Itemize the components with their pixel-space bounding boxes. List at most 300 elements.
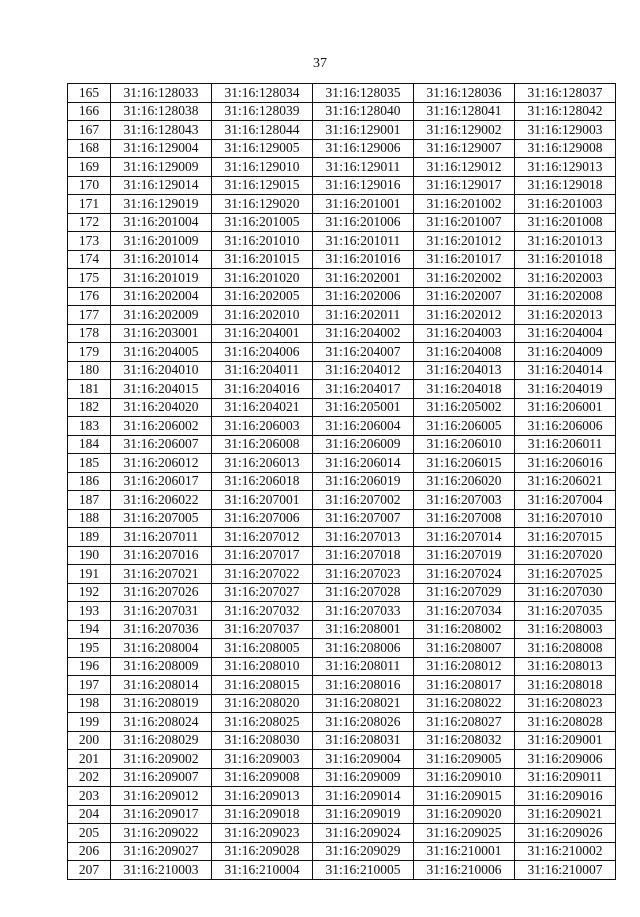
cadastral-number-cell: 31:16:206012: [111, 454, 212, 473]
cadastral-number-cell: 31:16:207022: [212, 565, 313, 584]
table-row: [68, 287, 616, 306]
row-number-cell: 180: [68, 361, 111, 380]
table-row: [68, 417, 616, 436]
table-row: [68, 528, 616, 547]
cadastral-number-cell: 31:16:207026: [111, 583, 212, 602]
table-row: [68, 583, 616, 602]
cadastral-number-cell: 31:16:206021: [515, 472, 616, 491]
cadastral-number-cell: 31:16:207016: [111, 546, 212, 565]
row-number-cell: 165: [68, 84, 111, 103]
row-number-cell: 183: [68, 417, 111, 436]
cadastral-number-cell: 31:16:209027: [111, 842, 212, 861]
row-number-cell: 204: [68, 805, 111, 824]
cadastral-table: [67, 83, 616, 880]
cadastral-number-cell: 31:16:208019: [111, 694, 212, 713]
row-number-cell: 198: [68, 694, 111, 713]
cadastral-number-cell: 31:16:128033: [111, 84, 212, 103]
cadastral-number-cell: 31:16:129009: [111, 158, 212, 177]
row-number-cell: 179: [68, 343, 111, 362]
row-number-cell: 173: [68, 232, 111, 251]
cadastral-number-cell: 31:16:202004: [111, 287, 212, 306]
cadastral-number-cell: 31:16:207028: [313, 583, 414, 602]
cadastral-number-cell: 31:16:206014: [313, 454, 414, 473]
cadastral-number-cell: 31:16:204002: [313, 324, 414, 343]
cadastral-number-cell: 31:16:207037: [212, 620, 313, 639]
cadastral-number-cell: 31:16:209014: [313, 787, 414, 806]
cadastral-number-cell: 31:16:210001: [414, 842, 515, 861]
cadastral-number-cell: 31:16:129006: [313, 139, 414, 158]
cadastral-number-cell: 31:16:208004: [111, 639, 212, 658]
cadastral-number-cell: 31:16:201001: [313, 195, 414, 214]
cadastral-number-cell: 31:16:207024: [414, 565, 515, 584]
table-row: [68, 324, 616, 343]
cadastral-number-cell: 31:16:206007: [111, 435, 212, 454]
cadastral-number-cell: 31:16:201009: [111, 232, 212, 251]
cadastral-number-cell: 31:16:204007: [313, 343, 414, 362]
cadastral-number-cell: 31:16:208027: [414, 713, 515, 732]
cadastral-number-cell: 31:16:210005: [313, 861, 414, 880]
cadastral-number-cell: 31:16:208003: [515, 620, 616, 639]
cadastral-number-cell: 31:16:202006: [313, 287, 414, 306]
cadastral-number-cell: 31:16:201015: [212, 250, 313, 269]
cadastral-number-cell: 31:16:128043: [111, 121, 212, 140]
cadastral-number-cell: 31:16:204011: [212, 361, 313, 380]
cadastral-number-cell: 31:16:209026: [515, 824, 616, 843]
table-row: [68, 768, 616, 787]
cadastral-number-cell: 31:16:206001: [515, 398, 616, 417]
cadastral-number-cell: 31:16:209005: [414, 750, 515, 769]
cadastral-number-cell: 31:16:204012: [313, 361, 414, 380]
cadastral-number-cell: 31:16:201017: [414, 250, 515, 269]
table-row: [68, 731, 616, 750]
cadastral-number-cell: 31:16:207011: [111, 528, 212, 547]
cadastral-number-cell: 31:16:209021: [515, 805, 616, 824]
cadastral-number-cell: 31:16:206011: [515, 435, 616, 454]
cadastral-number-cell: 31:16:207002: [313, 491, 414, 510]
row-number-cell: 167: [68, 121, 111, 140]
cadastral-number-cell: 31:16:208022: [414, 694, 515, 713]
cadastral-number-cell: 31:16:128041: [414, 102, 515, 121]
cadastral-number-cell: 31:16:201003: [515, 195, 616, 214]
page-number: 37: [313, 56, 327, 71]
cadastral-number-cell: 31:16:209025: [414, 824, 515, 843]
cadastral-number-cell: 31:16:208011: [313, 657, 414, 676]
cadastral-number-cell: 31:16:206019: [313, 472, 414, 491]
cadastral-number-cell: 31:16:206008: [212, 435, 313, 454]
cadastral-number-cell: 31:16:207019: [414, 546, 515, 565]
cadastral-number-cell: 31:16:209028: [212, 842, 313, 861]
row-number-cell: 187: [68, 491, 111, 510]
table-row: [68, 842, 616, 861]
cadastral-number-cell: 31:16:209002: [111, 750, 212, 769]
row-number-cell: 205: [68, 824, 111, 843]
cadastral-number-cell: 31:16:210006: [414, 861, 515, 880]
cadastral-number-cell: 31:16:129010: [212, 158, 313, 177]
cadastral-number-cell: 31:16:209003: [212, 750, 313, 769]
row-number-cell: 185: [68, 454, 111, 473]
cadastral-number-cell: 31:16:202012: [414, 306, 515, 325]
cadastral-number-cell: 31:16:128034: [212, 84, 313, 103]
cadastral-number-cell: 31:16:209010: [414, 768, 515, 787]
cadastral-number-cell: 31:16:128040: [313, 102, 414, 121]
cadastral-number-cell: 31:16:208016: [313, 676, 414, 695]
cadastral-number-cell: 31:16:201005: [212, 213, 313, 232]
cadastral-number-cell: 31:16:206015: [414, 454, 515, 473]
cadastral-number-cell: 31:16:208013: [515, 657, 616, 676]
cadastral-number-cell: 31:16:209012: [111, 787, 212, 806]
table-row: [68, 454, 616, 473]
cadastral-number-cell: 31:16:207021: [111, 565, 212, 584]
cadastral-number-cell: 31:16:202010: [212, 306, 313, 325]
cadastral-number-cell: 31:16:208015: [212, 676, 313, 695]
table-row: [68, 676, 616, 695]
cadastral-number-cell: 31:16:128037: [515, 84, 616, 103]
table-row: [68, 343, 616, 362]
cadastral-number-cell: 31:16:201002: [414, 195, 515, 214]
row-number-cell: 200: [68, 731, 111, 750]
table-row: [68, 620, 616, 639]
cadastral-number-cell: 31:16:208025: [212, 713, 313, 732]
cadastral-number-cell: 31:16:128039: [212, 102, 313, 121]
table-row: [68, 84, 616, 103]
cadastral-number-cell: 31:16:207023: [313, 565, 414, 584]
cadastral-number-cell: 31:16:204016: [212, 380, 313, 399]
cadastral-number-cell: 31:16:206002: [111, 417, 212, 436]
row-number-cell: 190: [68, 546, 111, 565]
cadastral-number-cell: 31:16:209029: [313, 842, 414, 861]
table-row: [68, 195, 616, 214]
table-row: [68, 805, 616, 824]
cadastral-number-cell: 31:16:207010: [515, 509, 616, 528]
cadastral-number-cell: 31:16:209019: [313, 805, 414, 824]
cadastral-number-cell: 31:16:206009: [313, 435, 414, 454]
cadastral-number-cell: 31:16:129017: [414, 176, 515, 195]
cadastral-number-cell: 31:16:208008: [515, 639, 616, 658]
cadastral-number-cell: 31:16:209017: [111, 805, 212, 824]
cadastral-number-cell: 31:16:207007: [313, 509, 414, 528]
row-number-cell: 207: [68, 861, 111, 880]
cadastral-number-cell: 31:16:201019: [111, 269, 212, 288]
table-row: [68, 250, 616, 269]
cadastral-number-cell: 31:16:204021: [212, 398, 313, 417]
cadastral-number-cell: 31:16:204014: [515, 361, 616, 380]
cadastral-number-cell: 31:16:128042: [515, 102, 616, 121]
cadastral-number-cell: 31:16:204005: [111, 343, 212, 362]
cadastral-number-cell: 31:16:208005: [212, 639, 313, 658]
cadastral-number-cell: 31:16:208023: [515, 694, 616, 713]
cadastral-number-cell: 31:16:206010: [414, 435, 515, 454]
cadastral-number-cell: 31:16:206018: [212, 472, 313, 491]
row-number-cell: 178: [68, 324, 111, 343]
row-number-cell: 177: [68, 306, 111, 325]
cadastral-number-cell: 31:16:204004: [515, 324, 616, 343]
cadastral-number-cell: 31:16:201006: [313, 213, 414, 232]
cadastral-number-cell: 31:16:202005: [212, 287, 313, 306]
row-number-cell: 175: [68, 269, 111, 288]
cadastral-number-cell: 31:16:208007: [414, 639, 515, 658]
cadastral-number-cell: 31:16:208001: [313, 620, 414, 639]
cadastral-number-cell: 31:16:129007: [414, 139, 515, 158]
cadastral-number-cell: 31:16:201011: [313, 232, 414, 251]
cadastral-number-cell: 31:16:204009: [515, 343, 616, 362]
row-number-cell: 193: [68, 602, 111, 621]
cadastral-number-cell: 31:16:206004: [313, 417, 414, 436]
cadastral-number-cell: 31:16:204019: [515, 380, 616, 399]
cadastral-number-cell: 31:16:207005: [111, 509, 212, 528]
cadastral-number-cell: 31:16:208010: [212, 657, 313, 676]
table-row: [68, 121, 616, 140]
cadastral-number-cell: 31:16:207018: [313, 546, 414, 565]
cadastral-number-cell: 31:16:209020: [414, 805, 515, 824]
cadastral-number-cell: 31:16:209023: [212, 824, 313, 843]
cadastral-number-cell: 31:16:206003: [212, 417, 313, 436]
cadastral-number-cell: 31:16:207004: [515, 491, 616, 510]
cadastral-number-cell: 31:16:204003: [414, 324, 515, 343]
cadastral-number-cell: 31:16:208032: [414, 731, 515, 750]
cadastral-number-cell: 31:16:202009: [111, 306, 212, 325]
cadastral-number-cell: 31:16:129002: [414, 121, 515, 140]
table-row: [68, 639, 616, 658]
cadastral-number-cell: 31:16:204020: [111, 398, 212, 417]
cadastral-number-cell: 31:16:210003: [111, 861, 212, 880]
table-row: [68, 398, 616, 417]
table-row: [68, 657, 616, 676]
cadastral-number-cell: 31:16:207036: [111, 620, 212, 639]
row-number-cell: 171: [68, 195, 111, 214]
cadastral-number-cell: 31:16:202013: [515, 306, 616, 325]
cadastral-number-cell: 31:16:206016: [515, 454, 616, 473]
cadastral-number-cell: 31:16:208024: [111, 713, 212, 732]
cadastral-number-cell: 31:16:202011: [313, 306, 414, 325]
cadastral-number-cell: 31:16:209013: [212, 787, 313, 806]
cadastral-number-cell: 31:16:209011: [515, 768, 616, 787]
cadastral-number-cell: 31:16:209022: [111, 824, 212, 843]
row-number-cell: 201: [68, 750, 111, 769]
table-row: [68, 176, 616, 195]
cadastral-number-cell: 31:16:129020: [212, 195, 313, 214]
cadastral-number-cell: 31:16:128038: [111, 102, 212, 121]
row-number-cell: 184: [68, 435, 111, 454]
cadastral-number-cell: 31:16:129005: [212, 139, 313, 158]
cadastral-number-cell: 31:16:204010: [111, 361, 212, 380]
cadastral-number-cell: 31:16:206005: [414, 417, 515, 436]
cadastral-number-cell: 31:16:129001: [313, 121, 414, 140]
cadastral-number-cell: 31:16:208009: [111, 657, 212, 676]
row-number-cell: 196: [68, 657, 111, 676]
cadastral-number-cell: 31:16:202002: [414, 269, 515, 288]
row-number-cell: 192: [68, 583, 111, 602]
cadastral-number-cell: 31:16:201010: [212, 232, 313, 251]
row-number-cell: 176: [68, 287, 111, 306]
cadastral-number-cell: 31:16:207033: [313, 602, 414, 621]
cadastral-number-cell: 31:16:210004: [212, 861, 313, 880]
cadastral-number-cell: 31:16:129016: [313, 176, 414, 195]
cadastral-number-cell: 31:16:201004: [111, 213, 212, 232]
cadastral-number-cell: 31:16:208021: [313, 694, 414, 713]
cadastral-number-cell: 31:16:206013: [212, 454, 313, 473]
cadastral-number-cell: 31:16:129018: [515, 176, 616, 195]
cadastral-number-cell: 31:16:204015: [111, 380, 212, 399]
table-row: [68, 269, 616, 288]
cadastral-number-cell: 31:16:207001: [212, 491, 313, 510]
table-row: [68, 139, 616, 158]
cadastral-number-cell: 31:16:202003: [515, 269, 616, 288]
cadastral-number-cell: 31:16:207031: [111, 602, 212, 621]
cadastral-number-cell: 31:16:207027: [212, 583, 313, 602]
cadastral-number-cell: 31:16:128036: [414, 84, 515, 103]
cadastral-number-cell: 31:16:210007: [515, 861, 616, 880]
table-row: [68, 509, 616, 528]
cadastral-number-cell: 31:16:208014: [111, 676, 212, 695]
row-number-cell: 166: [68, 102, 111, 121]
cadastral-number-cell: 31:16:205001: [313, 398, 414, 417]
row-number-cell: 172: [68, 213, 111, 232]
cadastral-number-cell: 31:16:129011: [313, 158, 414, 177]
cadastral-number-cell: 31:16:208006: [313, 639, 414, 658]
row-number-cell: 168: [68, 139, 111, 158]
row-number-cell: 199: [68, 713, 111, 732]
cadastral-number-cell: 31:16:201008: [515, 213, 616, 232]
row-number-cell: 203: [68, 787, 111, 806]
cadastral-number-cell: 31:16:128035: [313, 84, 414, 103]
cadastral-number-cell: 31:16:202007: [414, 287, 515, 306]
cadastral-number-cell: 31:16:203001: [111, 324, 212, 343]
table-row: [68, 861, 616, 880]
row-number-cell: 169: [68, 158, 111, 177]
row-number-cell: 188: [68, 509, 111, 528]
row-number-cell: 195: [68, 639, 111, 658]
cadastral-number-cell: 31:16:207017: [212, 546, 313, 565]
row-number-cell: 181: [68, 380, 111, 399]
cadastral-number-cell: 31:16:209024: [313, 824, 414, 843]
table-row: [68, 306, 616, 325]
cadastral-number-cell: 31:16:207012: [212, 528, 313, 547]
table-row: [68, 824, 616, 843]
cadastral-number-cell: 31:16:128044: [212, 121, 313, 140]
cadastral-number-cell: 31:16:209015: [414, 787, 515, 806]
cadastral-number-cell: 31:16:201016: [313, 250, 414, 269]
row-number-cell: 202: [68, 768, 111, 787]
table-row: [68, 491, 616, 510]
cadastral-number-cell: 31:16:208012: [414, 657, 515, 676]
row-number-cell: 197: [68, 676, 111, 695]
cadastral-number-cell: 31:16:201014: [111, 250, 212, 269]
row-number-cell: 189: [68, 528, 111, 547]
cadastral-number-cell: 31:16:202001: [313, 269, 414, 288]
cadastral-number-cell: 31:16:209018: [212, 805, 313, 824]
cadastral-number-cell: 31:16:208020: [212, 694, 313, 713]
table-row: [68, 750, 616, 769]
row-number-cell: 170: [68, 176, 111, 195]
cadastral-number-cell: 31:16:210002: [515, 842, 616, 861]
cadastral-number-cell: 31:16:207029: [414, 583, 515, 602]
cadastral-number-cell: 31:16:204013: [414, 361, 515, 380]
cadastral-number-cell: 31:16:209008: [212, 768, 313, 787]
cadastral-number-cell: 31:16:201018: [515, 250, 616, 269]
cadastral-number-cell: 31:16:204008: [414, 343, 515, 362]
cadastral-number-cell: 31:16:204006: [212, 343, 313, 362]
cadastral-number-cell: 31:16:204017: [313, 380, 414, 399]
table-row: [68, 213, 616, 232]
table-row: [68, 232, 616, 251]
row-number-cell: 206: [68, 842, 111, 861]
cadastral-number-cell: 31:16:207030: [515, 583, 616, 602]
table-row: [68, 713, 616, 732]
cadastral-number-cell: 31:16:208026: [313, 713, 414, 732]
cadastral-number-cell: 31:16:208028: [515, 713, 616, 732]
cadastral-number-cell: 31:16:209001: [515, 731, 616, 750]
table-row: [68, 565, 616, 584]
cadastral-number-cell: 31:16:206006: [515, 417, 616, 436]
cadastral-number-cell: 31:16:129019: [111, 195, 212, 214]
row-number-cell: 174: [68, 250, 111, 269]
cadastral-number-cell: 31:16:208029: [111, 731, 212, 750]
cadastral-number-cell: 31:16:201012: [414, 232, 515, 251]
cadastral-number-cell: 31:16:207035: [515, 602, 616, 621]
row-number-cell: 182: [68, 398, 111, 417]
table-row: [68, 361, 616, 380]
cadastral-number-cell: 31:16:207032: [212, 602, 313, 621]
row-number-cell: 191: [68, 565, 111, 584]
cadastral-number-cell: 31:16:207014: [414, 528, 515, 547]
cadastral-number-cell: 31:16:129003: [515, 121, 616, 140]
cadastral-number-cell: 31:16:208002: [414, 620, 515, 639]
table-row: [68, 380, 616, 399]
table-row: [68, 158, 616, 177]
cadastral-number-cell: 31:16:209006: [515, 750, 616, 769]
row-number-cell: 186: [68, 472, 111, 491]
cadastral-number-cell: 31:16:209016: [515, 787, 616, 806]
table-row: [68, 102, 616, 121]
cadastral-number-cell: 31:16:201020: [212, 269, 313, 288]
cadastral-number-cell: 31:16:129008: [515, 139, 616, 158]
cadastral-number-cell: 31:16:207025: [515, 565, 616, 584]
cadastral-number-cell: 31:16:206020: [414, 472, 515, 491]
table-row: [68, 787, 616, 806]
cadastral-number-cell: 31:16:201007: [414, 213, 515, 232]
cadastral-number-cell: 31:16:202008: [515, 287, 616, 306]
cadastral-number-cell: 31:16:129013: [515, 158, 616, 177]
cadastral-number-cell: 31:16:129004: [111, 139, 212, 158]
cadastral-number-cell: 31:16:201013: [515, 232, 616, 251]
table-row: [68, 435, 616, 454]
cadastral-number-cell: 31:16:207013: [313, 528, 414, 547]
cadastral-number-cell: 31:16:206017: [111, 472, 212, 491]
cadastral-number-cell: 31:16:209007: [111, 768, 212, 787]
table-row: [68, 472, 616, 491]
cadastral-number-cell: 31:16:204018: [414, 380, 515, 399]
table-row: [68, 602, 616, 621]
cadastral-number-cell: 31:16:129015: [212, 176, 313, 195]
cadastral-number-cell: 31:16:207020: [515, 546, 616, 565]
cadastral-number-cell: 31:16:209004: [313, 750, 414, 769]
cadastral-number-cell: 31:16:207006: [212, 509, 313, 528]
cadastral-number-cell: 31:16:208017: [414, 676, 515, 695]
row-number-cell: 194: [68, 620, 111, 639]
table-body: [68, 84, 616, 880]
cadastral-number-cell: 31:16:129014: [111, 176, 212, 195]
cadastral-number-cell: 31:16:207003: [414, 491, 515, 510]
cadastral-number-cell: 31:16:207034: [414, 602, 515, 621]
cadastral-number-cell: 31:16:208031: [313, 731, 414, 750]
cadastral-number-cell: 31:16:205002: [414, 398, 515, 417]
table-row: [68, 546, 616, 565]
cadastral-number-cell: 31:16:209009: [313, 768, 414, 787]
cadastral-number-cell: 31:16:208018: [515, 676, 616, 695]
table-row: [68, 694, 616, 713]
cadastral-number-cell: 31:16:208030: [212, 731, 313, 750]
cadastral-number-cell: 31:16:207008: [414, 509, 515, 528]
